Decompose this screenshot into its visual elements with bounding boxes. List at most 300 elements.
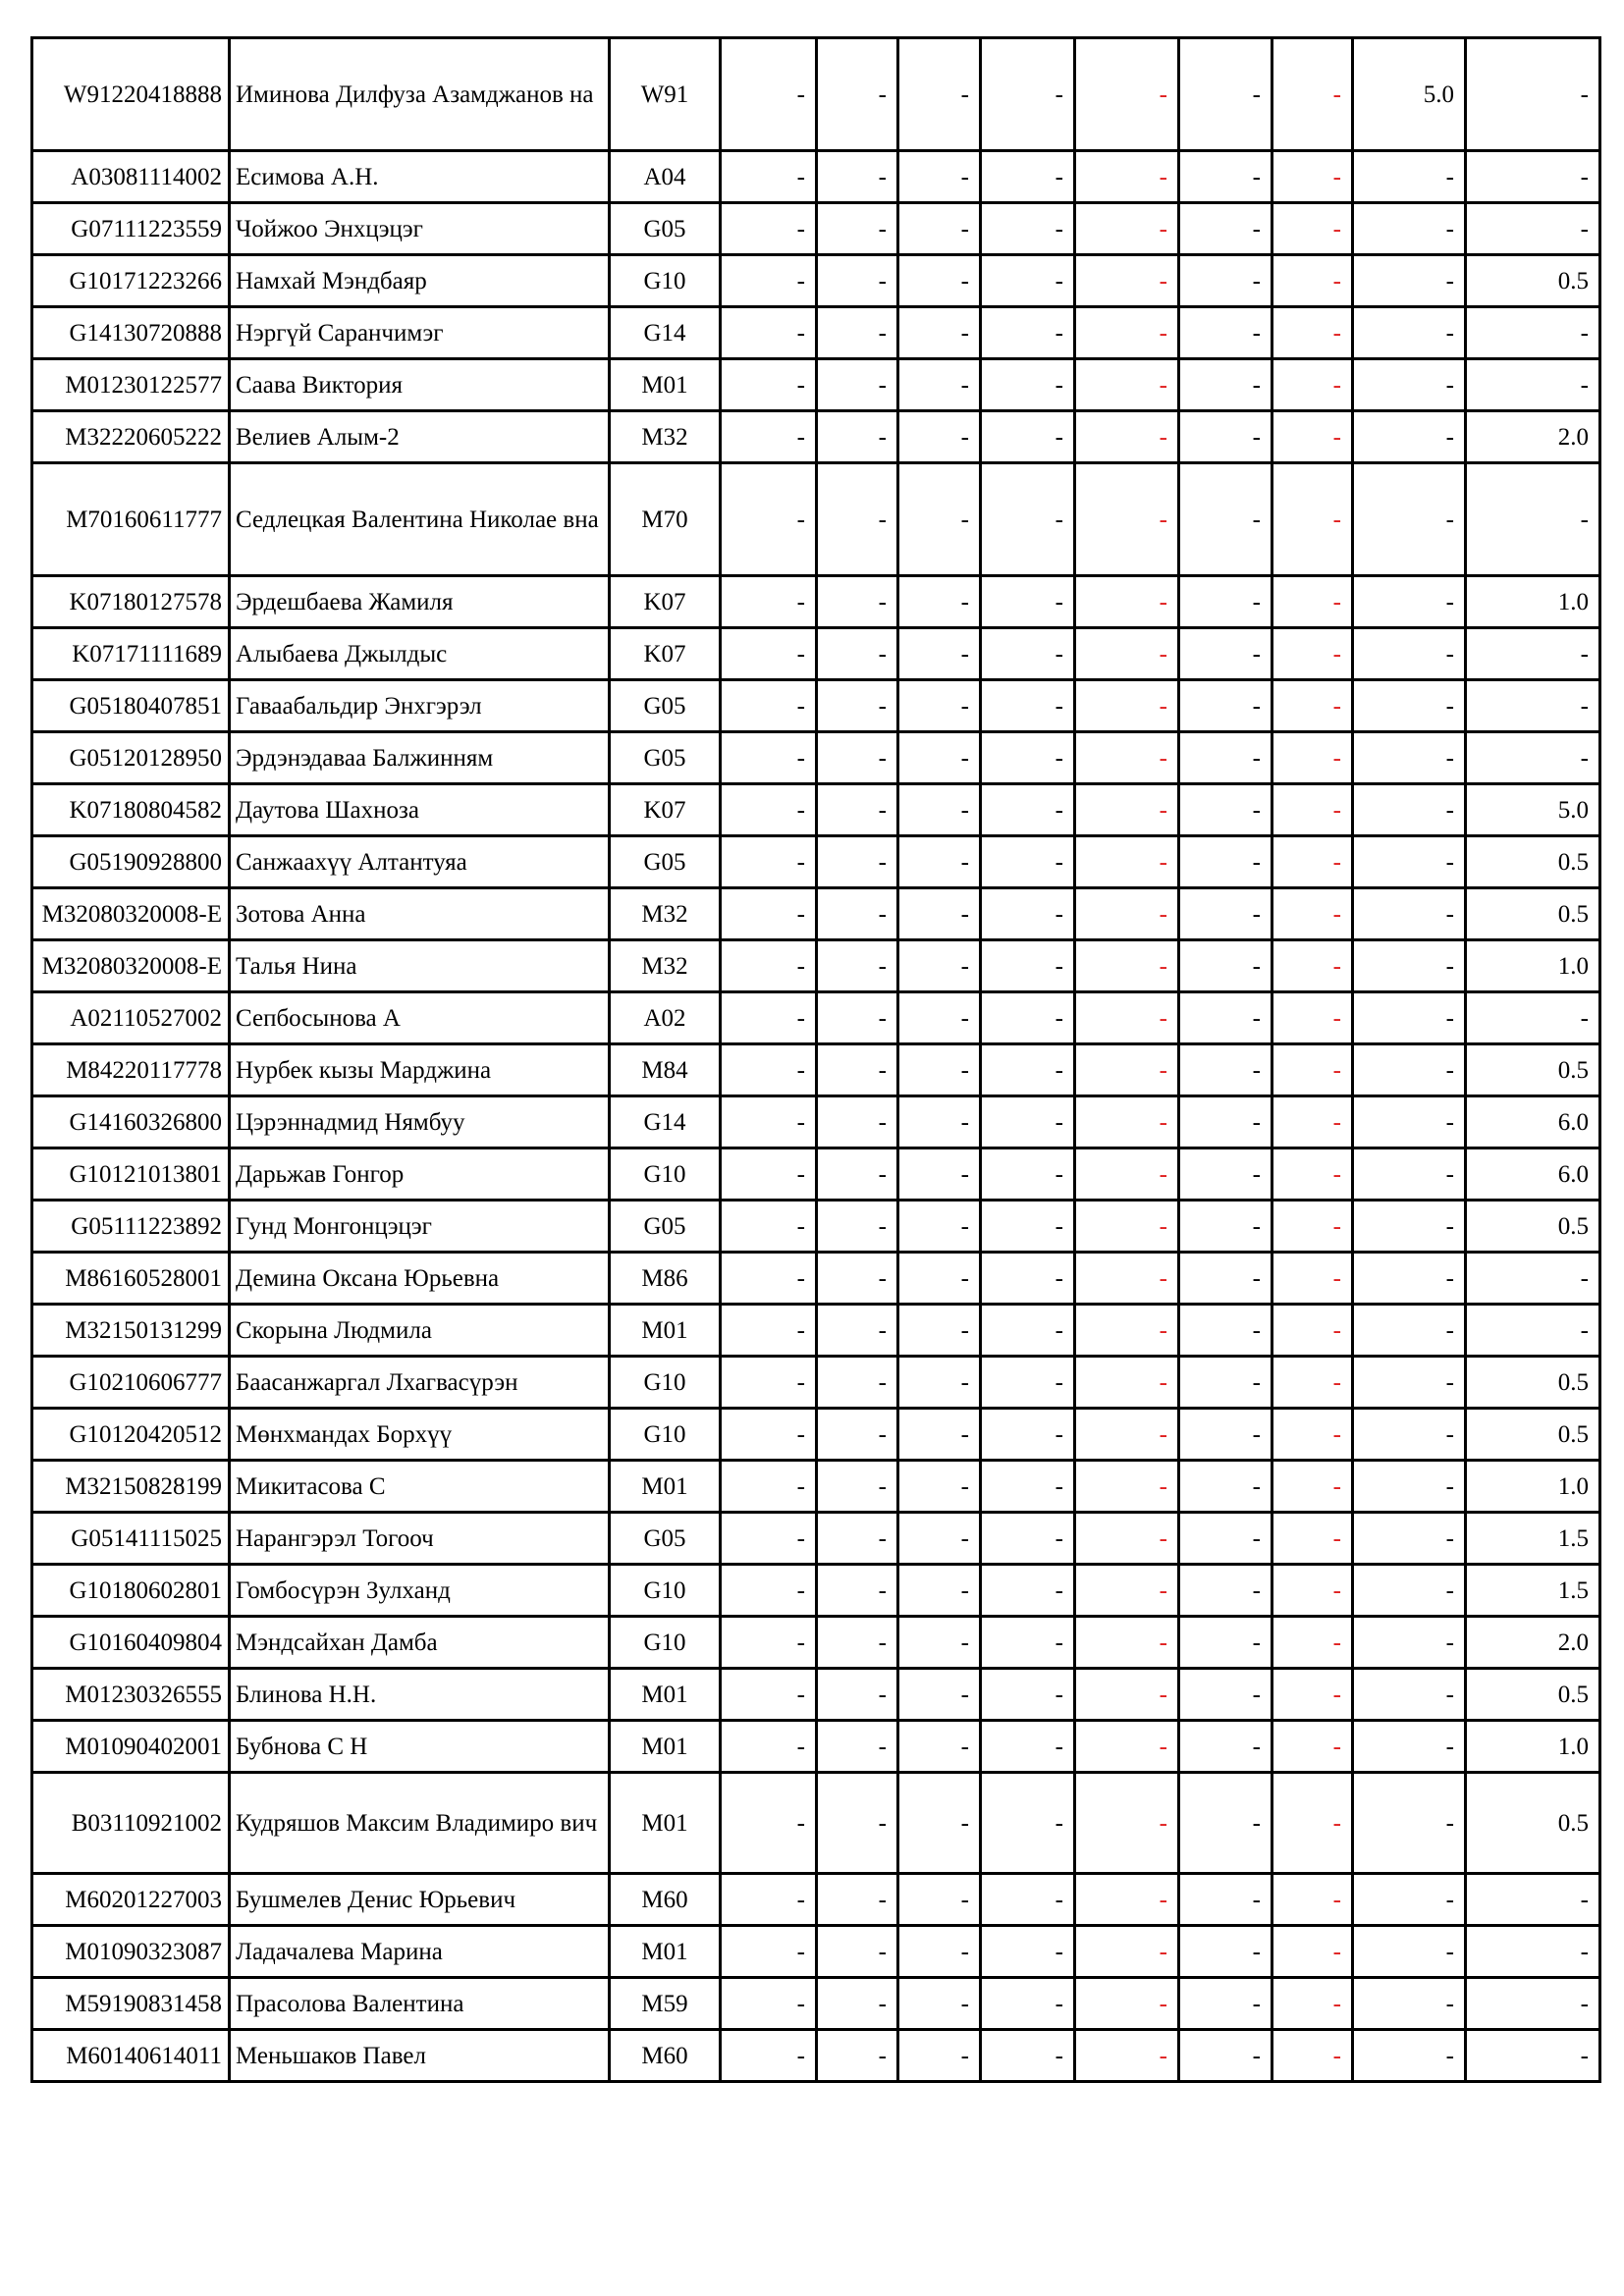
- row-value-cell: -: [981, 359, 1075, 411]
- row-id-cell: M32080320008-E: [32, 940, 230, 992]
- row-value-cell: -: [1466, 359, 1600, 411]
- row-value-cell: -: [898, 1044, 981, 1096]
- row-value-cell: -: [1353, 680, 1466, 732]
- row-value-cell: -: [1272, 680, 1353, 732]
- row-id-cell: G10121013801: [32, 1148, 230, 1201]
- table-row: [32, 1773, 1600, 1874]
- row-value-cell: -: [1272, 1617, 1353, 1669]
- row-value-cell: -: [898, 1305, 981, 1357]
- row-code-cell: M32: [610, 940, 721, 992]
- row-code-cell: M01: [610, 1721, 721, 1773]
- row-value-cell: -: [1075, 888, 1179, 940]
- row-value-cell: -: [1272, 463, 1353, 576]
- row-name-cell: Ладачалева Марина: [230, 1926, 610, 1978]
- row-value-cell: -: [981, 1305, 1075, 1357]
- row-id-cell: M59190831458: [32, 1978, 230, 2030]
- row-code-cell: G05: [610, 732, 721, 784]
- row-name-cell: Эрдешбаева Жамиля: [230, 576, 610, 628]
- row-id-cell: K07180127578: [32, 576, 230, 628]
- table-row: [32, 992, 1600, 1044]
- row-value-cell: -: [1353, 992, 1466, 1044]
- table-row: [32, 1617, 1600, 1669]
- row-value-cell: -: [898, 1978, 981, 2030]
- row-value-cell: -: [721, 732, 817, 784]
- row-value-cell: -: [981, 1357, 1075, 1409]
- row-value-cell: -: [898, 1874, 981, 1926]
- row-value-cell: -: [981, 1669, 1075, 1721]
- row-value-cell: -: [898, 1773, 981, 1874]
- row-value-cell: -: [898, 1357, 981, 1409]
- row-value-cell: -: [817, 1565, 898, 1617]
- row-value-cell: -: [721, 1978, 817, 2030]
- row-value-cell: -: [817, 2030, 898, 2082]
- table-body: [32, 38, 1600, 2082]
- row-value-cell: -: [898, 307, 981, 359]
- row-value-cell: 0.5: [1466, 1044, 1600, 1096]
- row-value-cell: -: [1353, 2030, 1466, 2082]
- row-value-cell: -: [817, 940, 898, 992]
- row-value-cell: -: [898, 732, 981, 784]
- row-value-cell: -: [721, 836, 817, 888]
- row-value-cell: -: [817, 1305, 898, 1357]
- row-value-cell: -: [1466, 463, 1600, 576]
- row-value-cell: -: [817, 463, 898, 576]
- row-value-cell: -: [1075, 940, 1179, 992]
- row-id-cell: G10160409804: [32, 1617, 230, 1669]
- row-id-cell: G05111223892: [32, 1201, 230, 1253]
- row-value-cell: -: [1272, 1148, 1353, 1201]
- row-value-cell: -: [1179, 255, 1272, 307]
- row-value-cell: -: [1353, 888, 1466, 940]
- row-value-cell: -: [1179, 2030, 1272, 2082]
- row-code-cell: G05: [610, 836, 721, 888]
- table-row: [32, 2030, 1600, 2082]
- row-value-cell: -: [898, 2030, 981, 2082]
- row-value-cell: -: [898, 1201, 981, 1253]
- row-name-cell: Велиев Алым-2: [230, 411, 610, 463]
- row-id-cell: M32080320008-E: [32, 888, 230, 940]
- row-value-cell: -: [1075, 836, 1179, 888]
- row-value-cell: -: [898, 1721, 981, 1773]
- row-code-cell: M01: [610, 1773, 721, 1874]
- row-value-cell: -: [981, 1409, 1075, 1461]
- row-value-cell: -: [1272, 1305, 1353, 1357]
- row-id-cell: M60201227003: [32, 1874, 230, 1926]
- row-code-cell: M84: [610, 1044, 721, 1096]
- row-value-cell: -: [1179, 1305, 1272, 1357]
- table-row: [32, 1513, 1600, 1565]
- row-value-cell: -: [817, 1773, 898, 1874]
- row-name-cell: Даутова Шахноза: [230, 784, 610, 836]
- row-value-cell: -: [1075, 1926, 1179, 1978]
- row-name-cell: Намхай Мэндбаяр: [230, 255, 610, 307]
- row-value-cell: -: [1353, 1721, 1466, 1773]
- row-value-cell: -: [1353, 1201, 1466, 1253]
- row-value-cell: -: [721, 1669, 817, 1721]
- row-value-cell: -: [981, 1044, 1075, 1096]
- row-id-cell: G05141115025: [32, 1513, 230, 1565]
- row-value-cell: -: [898, 255, 981, 307]
- row-value-cell: -: [1179, 1926, 1272, 1978]
- row-id-cell: M01090402001: [32, 1721, 230, 1773]
- row-value-cell: 0.5: [1466, 1357, 1600, 1409]
- row-value-cell: -: [1075, 1978, 1179, 2030]
- row-value-cell: -: [817, 151, 898, 203]
- row-value-cell: -: [1272, 1253, 1353, 1305]
- row-id-cell: K07171111689: [32, 628, 230, 680]
- row-value-cell: -: [1179, 1617, 1272, 1669]
- row-id-cell: M01090323087: [32, 1926, 230, 1978]
- table-row: [32, 1148, 1600, 1201]
- row-value-cell: -: [1353, 359, 1466, 411]
- row-value-cell: -: [1272, 784, 1353, 836]
- row-value-cell: -: [1272, 732, 1353, 784]
- row-value-cell: -: [721, 1565, 817, 1617]
- row-value-cell: -: [1272, 1461, 1353, 1513]
- row-value-cell: 2.0: [1466, 411, 1600, 463]
- row-value-cell: -: [1179, 836, 1272, 888]
- row-value-cell: -: [817, 1926, 898, 1978]
- row-value-cell: -: [1272, 1409, 1353, 1461]
- row-value-cell: -: [1179, 151, 1272, 203]
- row-value-cell: -: [817, 1513, 898, 1565]
- table-row: [32, 203, 1600, 255]
- row-value-cell: -: [1179, 1461, 1272, 1513]
- row-value-cell: -: [1179, 1565, 1272, 1617]
- row-name-cell: Микитасова С: [230, 1461, 610, 1513]
- row-name-cell: Сепбосынова А: [230, 992, 610, 1044]
- row-value-cell: -: [1075, 151, 1179, 203]
- row-value-cell: -: [1272, 255, 1353, 307]
- row-value-cell: -: [1075, 1409, 1179, 1461]
- row-value-cell: -: [981, 732, 1075, 784]
- row-value-cell: -: [981, 1565, 1075, 1617]
- row-value-cell: -: [981, 1201, 1075, 1253]
- table-row: [32, 307, 1600, 359]
- row-value-cell: -: [1272, 992, 1353, 1044]
- row-value-cell: -: [721, 307, 817, 359]
- row-value-cell: -: [1272, 1565, 1353, 1617]
- table-row: [32, 1409, 1600, 1461]
- row-name-cell: Гаваабальдир Энхгэрэл: [230, 680, 610, 732]
- row-value-cell: -: [898, 940, 981, 992]
- row-value-cell: -: [1466, 307, 1600, 359]
- table-row: [32, 1253, 1600, 1305]
- row-code-cell: G10: [610, 1617, 721, 1669]
- row-value-cell: -: [1353, 1669, 1466, 1721]
- row-value-cell: -: [1179, 1409, 1272, 1461]
- row-name-cell: Нурбек кызы Марджина: [230, 1044, 610, 1096]
- table-row: [32, 1201, 1600, 1253]
- row-value-cell: -: [1353, 203, 1466, 255]
- row-value-cell: -: [721, 1148, 817, 1201]
- row-value-cell: -: [1466, 732, 1600, 784]
- row-id-cell: M32150828199: [32, 1461, 230, 1513]
- row-code-cell: G05: [610, 680, 721, 732]
- row-name-cell: Цэрэннадмид Нямбуу: [230, 1096, 610, 1148]
- row-value-cell: -: [1075, 1617, 1179, 1669]
- row-value-cell: 1.0: [1466, 940, 1600, 992]
- row-name-cell: Баасанжаргал Лхагвасүрэн: [230, 1357, 610, 1409]
- row-value-cell: 0.5: [1466, 1201, 1600, 1253]
- data-table: [30, 36, 1601, 2083]
- row-value-cell: -: [721, 255, 817, 307]
- row-value-cell: -: [817, 359, 898, 411]
- row-value-cell: -: [1179, 576, 1272, 628]
- row-value-cell: 2.0: [1466, 1617, 1600, 1669]
- row-name-cell: Зотова Анна: [230, 888, 610, 940]
- row-value-cell: -: [1179, 411, 1272, 463]
- row-value-cell: -: [981, 680, 1075, 732]
- row-code-cell: M60: [610, 1874, 721, 1926]
- row-value-cell: -: [981, 628, 1075, 680]
- row-value-cell: -: [898, 1148, 981, 1201]
- row-value-cell: -: [1272, 38, 1353, 151]
- row-value-cell: 0.5: [1466, 888, 1600, 940]
- table-row: [32, 1721, 1600, 1773]
- row-value-cell: -: [1075, 1461, 1179, 1513]
- row-value-cell: -: [1179, 1874, 1272, 1926]
- row-value-cell: -: [1179, 888, 1272, 940]
- row-value-cell: -: [1075, 1565, 1179, 1617]
- row-value-cell: -: [721, 1409, 817, 1461]
- row-value-cell: 1.0: [1466, 576, 1600, 628]
- row-id-cell: M01230122577: [32, 359, 230, 411]
- row-value-cell: -: [981, 888, 1075, 940]
- row-value-cell: -: [1353, 836, 1466, 888]
- row-value-cell: 5.0: [1466, 784, 1600, 836]
- row-value-cell: -: [981, 1617, 1075, 1669]
- row-code-cell: G10: [610, 1357, 721, 1409]
- row-value-cell: 0.5: [1466, 1669, 1600, 1721]
- row-code-cell: G05: [610, 203, 721, 255]
- row-value-cell: 6.0: [1466, 1148, 1600, 1201]
- table-row: [32, 411, 1600, 463]
- row-value-cell: -: [1353, 1565, 1466, 1617]
- row-value-cell: -: [1179, 628, 1272, 680]
- row-value-cell: -: [1075, 1148, 1179, 1201]
- row-value-cell: -: [721, 1201, 817, 1253]
- row-value-cell: -: [1272, 1721, 1353, 1773]
- row-name-cell: Гунд Монгонцэцэг: [230, 1201, 610, 1253]
- row-value-cell: 1.5: [1466, 1513, 1600, 1565]
- row-value-cell: -: [1272, 1044, 1353, 1096]
- row-value-cell: -: [1075, 1721, 1179, 1773]
- row-value-cell: -: [1179, 1148, 1272, 1201]
- row-value-cell: 0.5: [1466, 836, 1600, 888]
- row-value-cell: -: [1466, 38, 1600, 151]
- row-value-cell: -: [898, 1096, 981, 1148]
- row-value-cell: -: [817, 1669, 898, 1721]
- row-value-cell: -: [817, 1978, 898, 2030]
- row-name-cell: Гомбосүрэн Зулханд: [230, 1565, 610, 1617]
- row-id-cell: G14130720888: [32, 307, 230, 359]
- row-code-cell: M60: [610, 2030, 721, 2082]
- row-name-cell: Алыбаева Джылдыс: [230, 628, 610, 680]
- row-value-cell: -: [981, 836, 1075, 888]
- row-id-cell: G10171223266: [32, 255, 230, 307]
- row-id-cell: B03110921002: [32, 1773, 230, 1874]
- row-value-cell: -: [1272, 1201, 1353, 1253]
- row-value-cell: -: [1075, 1669, 1179, 1721]
- row-value-cell: -: [1466, 1978, 1600, 2030]
- row-value-cell: -: [1179, 307, 1272, 359]
- row-value-cell: -: [817, 1874, 898, 1926]
- row-value-cell: -: [898, 680, 981, 732]
- row-value-cell: -: [1272, 2030, 1353, 2082]
- row-value-cell: 1.5: [1466, 1565, 1600, 1617]
- row-value-cell: -: [1466, 1874, 1600, 1926]
- row-value-cell: -: [1353, 732, 1466, 784]
- row-value-cell: -: [981, 2030, 1075, 2082]
- row-value-cell: -: [1075, 203, 1179, 255]
- row-value-cell: -: [1075, 255, 1179, 307]
- row-value-cell: -: [981, 1978, 1075, 2030]
- row-value-cell: -: [1179, 1721, 1272, 1773]
- row-value-cell: -: [1353, 1773, 1466, 1874]
- row-value-cell: -: [1075, 1044, 1179, 1096]
- row-value-cell: -: [1179, 1357, 1272, 1409]
- row-value-cell: -: [1179, 1513, 1272, 1565]
- row-value-cell: -: [721, 784, 817, 836]
- row-value-cell: -: [721, 1513, 817, 1565]
- row-code-cell: M01: [610, 1669, 721, 1721]
- row-value-cell: -: [721, 151, 817, 203]
- row-value-cell: -: [1353, 463, 1466, 576]
- row-code-cell: G10: [610, 255, 721, 307]
- row-value-cell: -: [721, 1721, 817, 1773]
- row-name-cell: Бушмелев Денис Юрьевич: [230, 1874, 610, 1926]
- row-value-cell: -: [817, 628, 898, 680]
- row-id-cell: G07111223559: [32, 203, 230, 255]
- row-id-cell: G10120420512: [32, 1409, 230, 1461]
- row-value-cell: -: [898, 1617, 981, 1669]
- row-value-cell: -: [817, 1253, 898, 1305]
- row-value-cell: -: [1353, 151, 1466, 203]
- row-value-cell: -: [817, 1409, 898, 1461]
- row-name-cell: Эрдэнэдаваа Балжинням: [230, 732, 610, 784]
- row-value-cell: -: [1272, 628, 1353, 680]
- row-value-cell: 0.5: [1466, 1773, 1600, 1874]
- row-value-cell: -: [1353, 1148, 1466, 1201]
- row-value-cell: -: [1075, 1874, 1179, 1926]
- table-row: [32, 1096, 1600, 1148]
- row-value-cell: -: [817, 307, 898, 359]
- row-value-cell: -: [1075, 576, 1179, 628]
- row-value-cell: -: [817, 255, 898, 307]
- row-value-cell: -: [1272, 359, 1353, 411]
- row-value-cell: -: [721, 888, 817, 940]
- row-value-cell: -: [1179, 1201, 1272, 1253]
- row-value-cell: -: [1075, 1773, 1179, 1874]
- row-value-cell: -: [1353, 1305, 1466, 1357]
- row-value-cell: -: [721, 359, 817, 411]
- row-value-cell: -: [1075, 1096, 1179, 1148]
- row-value-cell: -: [1075, 680, 1179, 732]
- row-value-cell: -: [898, 1461, 981, 1513]
- row-value-cell: -: [1466, 628, 1600, 680]
- row-value-cell: 0.5: [1466, 1409, 1600, 1461]
- row-value-cell: -: [721, 203, 817, 255]
- row-value-cell: -: [898, 151, 981, 203]
- row-id-cell: A03081114002: [32, 151, 230, 203]
- row-code-cell: G05: [610, 1201, 721, 1253]
- row-code-cell: M32: [610, 888, 721, 940]
- row-code-cell: M01: [610, 1305, 721, 1357]
- row-value-cell: -: [817, 784, 898, 836]
- row-value-cell: -: [898, 359, 981, 411]
- row-id-cell: A02110527002: [32, 992, 230, 1044]
- row-value-cell: -: [817, 680, 898, 732]
- row-value-cell: -: [898, 411, 981, 463]
- row-id-cell: M32220605222: [32, 411, 230, 463]
- row-id-cell: M84220117778: [32, 1044, 230, 1096]
- row-value-cell: -: [898, 836, 981, 888]
- row-value-cell: -: [721, 411, 817, 463]
- row-value-cell: -: [981, 203, 1075, 255]
- row-code-cell: K07: [610, 628, 721, 680]
- row-value-cell: -: [1179, 940, 1272, 992]
- row-value-cell: -: [1353, 628, 1466, 680]
- table-row: [32, 628, 1600, 680]
- row-name-cell: Саава Виктория: [230, 359, 610, 411]
- row-code-cell: A04: [610, 151, 721, 203]
- row-name-cell: Чойжоо Энхцэцэг: [230, 203, 610, 255]
- row-value-cell: -: [898, 888, 981, 940]
- row-value-cell: -: [721, 463, 817, 576]
- row-value-cell: -: [898, 1513, 981, 1565]
- row-value-cell: -: [1272, 307, 1353, 359]
- row-value-cell: -: [981, 411, 1075, 463]
- row-value-cell: -: [1353, 1461, 1466, 1513]
- table-row: [32, 255, 1600, 307]
- row-code-cell: K07: [610, 576, 721, 628]
- row-value-cell: -: [1353, 1926, 1466, 1978]
- table-row: [32, 1044, 1600, 1096]
- table-row: [32, 784, 1600, 836]
- row-code-cell: M32: [610, 411, 721, 463]
- table-row: [32, 463, 1600, 576]
- row-value-cell: -: [721, 1617, 817, 1669]
- row-value-cell: -: [1075, 307, 1179, 359]
- row-id-cell: G14160326800: [32, 1096, 230, 1148]
- row-code-cell: M01: [610, 1926, 721, 1978]
- row-value-cell: -: [1075, 1305, 1179, 1357]
- row-value-cell: 0.5: [1466, 255, 1600, 307]
- row-value-cell: -: [1353, 307, 1466, 359]
- row-value-cell: -: [817, 1357, 898, 1409]
- row-value-cell: -: [1075, 992, 1179, 1044]
- row-value-cell: -: [1179, 1044, 1272, 1096]
- row-value-cell: -: [1272, 576, 1353, 628]
- row-value-cell: -: [898, 1565, 981, 1617]
- row-value-cell: -: [1353, 255, 1466, 307]
- row-name-cell: Дарьжав Гонгор: [230, 1148, 610, 1201]
- row-value-cell: -: [1179, 1669, 1272, 1721]
- row-value-cell: -: [1179, 359, 1272, 411]
- row-id-cell: M70160611777: [32, 463, 230, 576]
- table-row: [32, 151, 1600, 203]
- row-name-cell: Меньшаков Павел: [230, 2030, 610, 2082]
- table-row: [32, 836, 1600, 888]
- row-value-cell: -: [981, 992, 1075, 1044]
- row-value-cell: -: [1179, 463, 1272, 576]
- table-row: [32, 1357, 1600, 1409]
- row-value-cell: -: [721, 940, 817, 992]
- row-value-cell: -: [1179, 38, 1272, 151]
- row-name-cell: Иминова Дилфуза Азамджанов на: [230, 38, 610, 151]
- row-value-cell: -: [898, 1253, 981, 1305]
